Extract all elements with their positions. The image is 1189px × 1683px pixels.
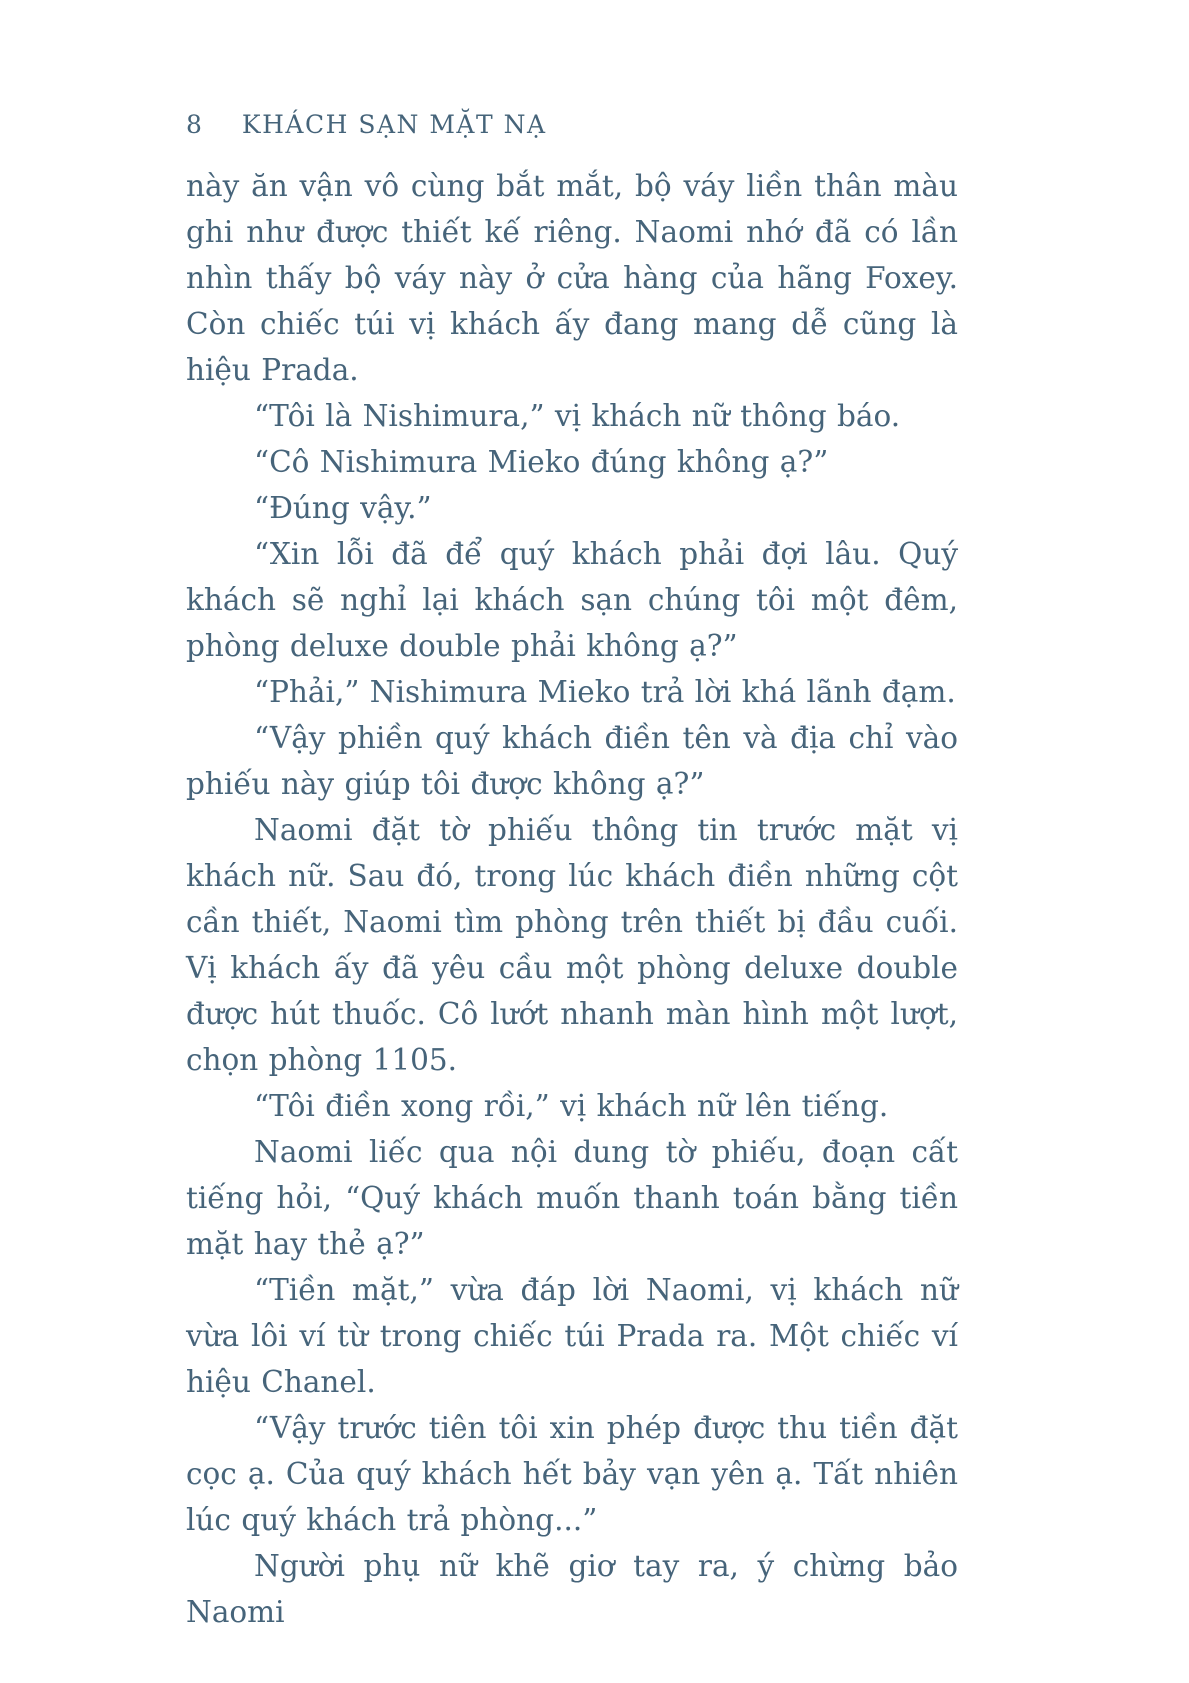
paragraph: “Tôi điền xong rồi,” vị khách nữ lên tiếng. (254, 1089, 889, 1123)
paragraph: “Phải,” Nishimura Mieko trả lời khá lãnh đạm. (254, 675, 956, 709)
header-title: KHÁCH SẠN MẶT NẠ (241, 110, 547, 139)
paragraph: Naomi liếc qua nội dung tờ phiếu, đoạn cất tiếng hỏi, “Quý khách muốn thanh toán bằng tiền mặt hay thẻ ạ?” (186, 1135, 958, 1261)
paragraph: Người phụ nữ khẽ giơ tay ra, ý chừng bảo Naomi (186, 1549, 958, 1629)
page-content (186, 110, 958, 1635)
page-number: 8 (186, 110, 202, 139)
paragraph: Naomi đặt tờ phiếu thông tin trước mặt vị khách nữ. Sau đó, trong lúc khách điền những cột cần thiết, Naomi tìm phòng trên thiết bị đầu cuối. Vị khách ấy đã yêu cầu một phòng deluxe double được hút thuốc. Cô lướt nhanh màn hình một lượt, chọn phòng 1105. (186, 813, 958, 1077)
paragraph: “Cô Nishimura Mieko đúng không ạ?” (254, 445, 829, 479)
paragraph: “Đúng vậy.” (254, 491, 432, 525)
paragraph: “Tiền mặt,” vừa đáp lời Naomi, vị khách nữ vừa lôi ví từ trong chiếc túi Prada ra. Một chiếc ví hiệu Chanel. (186, 1273, 958, 1399)
body-text (186, 163, 958, 1635)
paragraph: “Xin lỗi đã để quý khách phải đợi lâu. Quý khách sẽ nghỉ lại khách sạn chúng tôi một đêm, phòng deluxe double phải không ạ?” (186, 537, 958, 663)
paragraph: này ăn vận vô cùng bắt mắt, bộ váy liền thân màu ghi như được thiết kế riêng. Naomi nhớ đã có lần nhìn thấy bộ váy này ở cửa hàng của hãng Foxey. Còn chiếc túi vị khách ấy đang mang dễ cũng là hiệu Prada. (186, 169, 958, 387)
paragraph: “Vậy phiền quý khách điền tên và địa chỉ vào phiếu này giúp tôi được không ạ?” (186, 721, 958, 801)
paragraph: “Tôi là Nishimura,” vị khách nữ thông báo. (254, 399, 901, 433)
page-header (186, 110, 958, 139)
paragraph: “Vậy trước tiên tôi xin phép được thu tiền đặt cọc ạ. Của quý khách hết bảy vạn yên ạ. Tất nhiên lúc quý khách trả phòng...” (186, 1411, 958, 1537)
